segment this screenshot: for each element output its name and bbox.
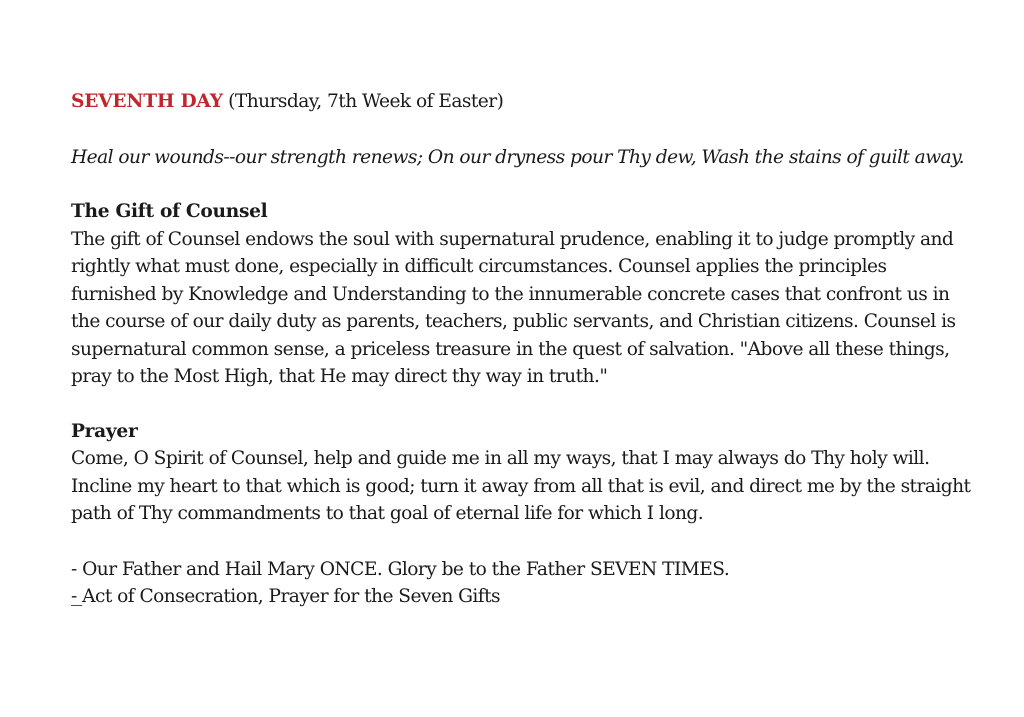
instruction-line-2-text: Act of Consecration, Prayer for the Seven Gifts (82, 586, 501, 607)
gift-description: The gift of Counsel endows the soul with supernatural prudence, enabling it to judge promptly and rightly what must done, especially in difficult circumstances. Counsel applies the principles furnished by Knowledge and Understanding to the innumerable concrete cases that confront us in the course of our daily duty as parents, teachers, public servants, and Christian citizens. Counsel is supernatural common sense, a priceless treasure in the quest of salvation. "Above all these things, pray to the Most High, that He may direct thy way in truth." (71, 228, 956, 387)
document-body (71, 88, 971, 611)
prayer-text: Come, O Spirit of Counsel, help and guide me in all my ways, that I may always do Thy holy will. Incline my heart to that which is good; turn it away from all that is evil, and direct me by the straight path of Thy commandments to that goal of eternal life for which I long. (71, 448, 971, 524)
instructions (71, 556, 971, 611)
day-subtitle: (Thursday, 7th Week of Easter) (228, 91, 504, 112)
consecration-link[interactable]: - (71, 586, 83, 607)
hymn-verse: Heal our wounds--our strength renews; On our dryness pour Thy dew, Wash the stains of guilt away. (71, 146, 964, 168)
day-title: SEVENTH DAY (71, 91, 223, 112)
gift-title: The Gift of Counsel (71, 201, 268, 222)
prayer-title: Prayer (71, 420, 138, 442)
instruction-line-1: - Our Father and Hail Mary ONCE. Glory be to the Father SEVEN TIMES. (71, 558, 730, 580)
day-heading (71, 88, 971, 116)
instruction-line-2 (71, 583, 971, 611)
